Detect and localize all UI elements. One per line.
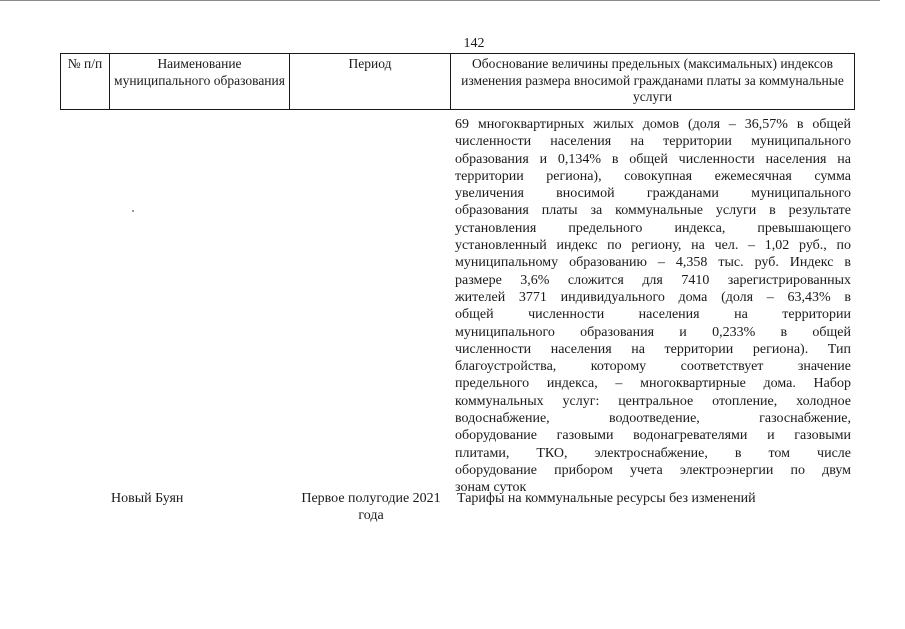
- text-line: коммунальных услуг: центральное отопление, холодное: [455, 393, 851, 409]
- scan-edge-line: [0, 0, 880, 3]
- justification-continuation: [455, 116, 851, 497]
- text-line: установления предельного индекса, превышающего: [455, 220, 851, 236]
- period-cell: Первое полугодие 2021 года: [301, 491, 441, 523]
- text-line: оборудование прибором учета электроэнергии по двум: [455, 462, 851, 478]
- page-number: 142: [463, 36, 485, 51]
- text-line: предельного индекса, – многоквартирные дома. Набор: [455, 376, 851, 392]
- text-line: оборудование газовыми водонагревателями и газовыми: [455, 428, 851, 444]
- scan-speck: [132, 210, 134, 212]
- header-period: Период: [290, 54, 451, 110]
- text-line: образования и 0,134% в общей численности населения на: [455, 151, 851, 167]
- text-line: увеличения вносимой гражданами муниципального: [455, 186, 851, 202]
- justification-cell: Тарифы на коммунальные ресурсы без изменений: [457, 491, 756, 506]
- header-number: № п/п: [61, 54, 110, 110]
- text-line: плитами, ТКО, электроснабжение, в том числе: [455, 445, 851, 461]
- text-line: благоустройства, которому соответствует значение: [455, 359, 851, 375]
- text-line: численности населения на территории муниципального: [455, 134, 851, 150]
- text-line: численности населения на территории региона). Тип: [455, 341, 851, 357]
- table-header: [60, 53, 855, 110]
- text-line: водоснабжение, водоотведение, газоснабжение,: [455, 411, 851, 427]
- text-line: размере 3,6% сложится для 7410 зарегистрированных: [455, 272, 851, 288]
- text-line: общей численности населения на территории: [455, 307, 851, 323]
- text-line: установленный индекс по региону, на чел. – 1,02 руб., по: [455, 238, 851, 254]
- text-line: образования платы за коммунальные услуги в результате: [455, 203, 851, 219]
- text-line: муниципальному образованию – 4,358 тыс. руб. Индекс в: [455, 255, 851, 271]
- text-line: территории региона), совокупная ежемесячная сумма: [455, 168, 851, 184]
- text-line: жителей 3771 индивидуального дома (доля – 63,43% в: [455, 289, 851, 305]
- header-justification: Обоснование величины предельных (максимальных) индексов изменения размера вносимой гражданами платы за коммунальные услуги: [451, 54, 855, 110]
- text-line: муниципального образования и 0,233% в общей: [455, 324, 851, 340]
- header-municipality: Наименование муниципального образования: [110, 54, 290, 110]
- municipality-name: Новый Буян: [111, 491, 184, 506]
- text-line: зонам суток: [455, 480, 527, 496]
- text-line: 69 многоквартирных жилых домов (доля – 36,57% в общей: [455, 117, 851, 132]
